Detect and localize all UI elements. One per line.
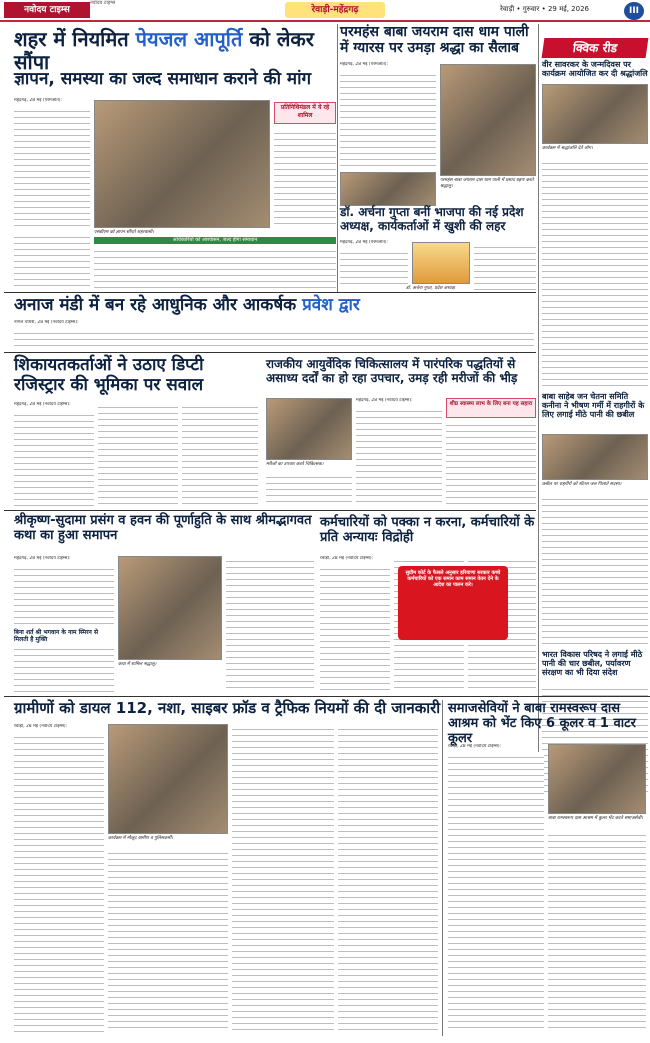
section-divider bbox=[4, 352, 536, 353]
katha-caption: कथा में शामिल श्रद्धालु। bbox=[118, 662, 157, 667]
quickread-caption-1: कार्यक्रम में श्रद्धांजलि देते लोग। bbox=[542, 146, 593, 151]
coolers-dateline: रेवाड़ी, 28 मई (नवोदय टाइम्स): bbox=[448, 744, 502, 749]
quick-read-tag: क्विक रीड bbox=[542, 38, 649, 58]
katha-photo bbox=[118, 556, 222, 660]
lead-sidebox: प्रतिनिधिमंडल में ये रहे शामिल bbox=[274, 102, 336, 124]
katha-text-1 bbox=[14, 564, 114, 628]
arpana-dateline: महेंद्रगढ़, 28 मई (परमजीत): bbox=[340, 240, 389, 245]
lead-text-col2 bbox=[274, 128, 336, 228]
lead-banner: अधिकारियों को आश्वासन, जल्द होगा समाधान bbox=[94, 237, 336, 244]
temple-photo-2 bbox=[340, 172, 436, 206]
ayurveda-headline: राजकीय आयुर्वेदिक चिकित्सालय में पारंपरिक पद्धतियों से असाध्य दर्दों का हो रहा उपचार, उमड़ रही मरीजों की भीड़ bbox=[266, 357, 518, 385]
section-divider bbox=[4, 292, 536, 293]
quickread-caption-2: छबील पर राहगीरों को शीतल जल पिलाते सदस्य। bbox=[542, 482, 622, 487]
page-number: III bbox=[624, 2, 644, 20]
registrar-text-3 bbox=[182, 402, 258, 506]
quickread-text-2 bbox=[542, 494, 648, 646]
ayurveda-text-2 bbox=[446, 420, 536, 506]
coolers-caption: बाबा रामस्वरूप दास आश्रम में कूलर भेंट करते समाजसेवी। bbox=[548, 816, 643, 821]
quickread-photo-2 bbox=[542, 434, 648, 480]
temple-dateline: महेंद्रगढ़, 28 मई (परमजीत): bbox=[340, 62, 389, 67]
quickread-headline-2: बाबा साहेब जन चेतना समिति कनीना ने भीषण गर्मी में राहगीरों के लिए लगाई मीठे पानी की छबील bbox=[542, 392, 645, 420]
mandi-text bbox=[14, 328, 534, 348]
ayurveda-dateline: महेंद्रगढ़, 28 मई (नवोदय टाइम्स): bbox=[356, 398, 413, 403]
katha-text-2 bbox=[14, 644, 114, 692]
quickread-headline-3: भारत विकास परिषद ने लगाई मीठे पानी की चार छबील, पर्यावरण संरक्षण का भी दिया संदेश bbox=[542, 650, 643, 678]
school-text-4 bbox=[338, 724, 438, 1032]
katha-headline: श्रीकृष्ण-सुदामा प्रसंग व हवन की पूर्णाहुति के साथ श्रीमद्भागवत कथा का हुआ समापन bbox=[14, 513, 312, 543]
school-text-3 bbox=[232, 724, 334, 1032]
arpana-caption: डॉ. अर्चना गुप्ता, प्रदेश अध्यक्ष bbox=[406, 286, 455, 291]
registrar-text-1 bbox=[14, 410, 94, 506]
registrar-text-2 bbox=[98, 402, 178, 506]
katha-subhead: बिना शर्त श्री भगवान के नाम स्मिरन से मिलती है मुक्ति bbox=[14, 629, 99, 643]
column-divider bbox=[442, 700, 443, 1036]
masthead-logo: नवोदय टाइम्स bbox=[4, 2, 90, 18]
school-text-1 bbox=[14, 732, 104, 1032]
masthead-subtitle: नवोदय टाइम्स bbox=[90, 0, 116, 6]
workers-highlight-stamp: सुप्रीम कोर्ट के फैसले अनुसार हरियाणा सरकार कच्चे कर्मचारियों को एक समान काम समान वेतन देने के आदेश का पालन करे। bbox=[398, 566, 508, 640]
mandi-headline: अनाज मंडी में बन रहे आधुनिक और आकर्षक प्रवेश द्वार bbox=[14, 295, 360, 315]
workers-headline: कर्मचारियों को पक्का न करना, कर्मचारियों के प्रति अन्यायः विद्रोही bbox=[320, 515, 535, 545]
arpana-headline: डॉ. अर्चना गुप्ता बनीं भाजपा की नई प्रदेश अध्यक्ष, कार्यकर्ताओं में खुशी की लहर bbox=[340, 205, 524, 233]
quickread-text-1 bbox=[542, 158, 648, 388]
temple-caption: परमहंस बाबा जयराम दास धाम पाली में प्रसाद ग्रहण करते श्रद्धालु। bbox=[440, 178, 534, 189]
katha-dateline: महेंद्रगढ़, 28 मई (नवोदय टाइम्स): bbox=[14, 556, 71, 561]
coolers-text-2 bbox=[548, 830, 646, 1032]
temple-text bbox=[340, 70, 436, 170]
coolers-headline: समाजसेवियों ने बाबा रामस्वरूप दास आश्रम को भेंट किए 6 कूलर व 1 वाटर कूलर bbox=[448, 701, 636, 746]
coolers-text-1 bbox=[448, 752, 544, 1032]
column-divider bbox=[538, 24, 539, 794]
ayurveda-caption: मरीजों का उपचार करते चिकित्सक। bbox=[266, 462, 324, 467]
mandi-dateline: नांगल चौधरी, 28 मई (नवोदय टाइम्स): bbox=[14, 320, 79, 325]
lead-text-col3 bbox=[14, 232, 90, 288]
edition-date: रेवाड़ी • गुरुवार • 29 मई, 2026 bbox=[500, 5, 589, 13]
school-headline: ग्रामीणों को डायल 112, नशा, साइबर फ्रॉड व ट्रैफिक नियमों की दी जानकारी bbox=[14, 699, 441, 717]
lead-headline: शहर में नियमित पेयजल आपूर्ति को लेकर सौंपा bbox=[14, 27, 314, 74]
column-divider bbox=[337, 24, 338, 292]
temple-headline: परमहंस बाबा जयराम दास धाम पाली में ग्यारस पर उमड़ा श्रद्धा का सैलाब bbox=[340, 24, 529, 57]
arpana-text-2 bbox=[474, 242, 536, 290]
ayurveda-text-1 bbox=[356, 406, 442, 506]
lead-text-col1 bbox=[14, 106, 90, 230]
lead-photo-caption: एसडीएम को ज्ञापन सौंपते शहरवासी। bbox=[94, 230, 154, 235]
lead-photo bbox=[94, 100, 270, 228]
quickread-headline-1: वीर सावरकर के जन्मदिवस पर कार्यक्रम आयोजित कर दी श्रद्धांजलि bbox=[542, 60, 648, 79]
registrar-headline: शिकायतकर्ताओं ने उठाए डिप्टी रजिस्ट्रार की भूमिका पर सवाल bbox=[14, 355, 204, 395]
arpana-text bbox=[340, 248, 408, 288]
ayurveda-box: शीघ्र स्वास्थ्य लाभ के लिए बना यह सहारा bbox=[446, 398, 536, 418]
coolers-photo bbox=[548, 744, 646, 814]
quickread-photo-1 bbox=[542, 84, 648, 144]
ayurveda-text-3 bbox=[266, 472, 352, 506]
section-divider bbox=[4, 696, 650, 697]
workers-text-1 bbox=[320, 564, 390, 692]
school-caption: कार्यक्रम में मौजूद ग्रामीण व पुलिसकर्मी। bbox=[108, 836, 173, 841]
section-divider bbox=[4, 510, 536, 511]
katha-text-3 bbox=[226, 556, 314, 692]
workers-dateline: रेवाड़ी, 28 मई (नवोदय टाइम्स): bbox=[320, 556, 374, 561]
school-photo bbox=[108, 724, 228, 834]
temple-photo bbox=[440, 64, 536, 176]
school-text-2 bbox=[108, 848, 228, 1032]
edition-location: रेवाड़ी-महेंद्रगढ़ bbox=[285, 2, 385, 18]
registrar-dateline: महेंद्रगढ़, 28 मई (नवोदय टाइम्स): bbox=[14, 402, 71, 407]
lead-subheadline: ज्ञापन, समस्या का जल्द समाधान कराने की मांग bbox=[14, 69, 312, 89]
ayurveda-photo bbox=[266, 398, 352, 460]
lead-dateline: महेंद्रगढ़, 28 मई (परमजीत): bbox=[14, 98, 63, 103]
school-dateline: रेवाड़ी, 28 मई (नवोदय टाइम्स): bbox=[14, 724, 68, 729]
arpana-photo bbox=[412, 242, 470, 284]
lead-text-col4 bbox=[94, 246, 336, 288]
